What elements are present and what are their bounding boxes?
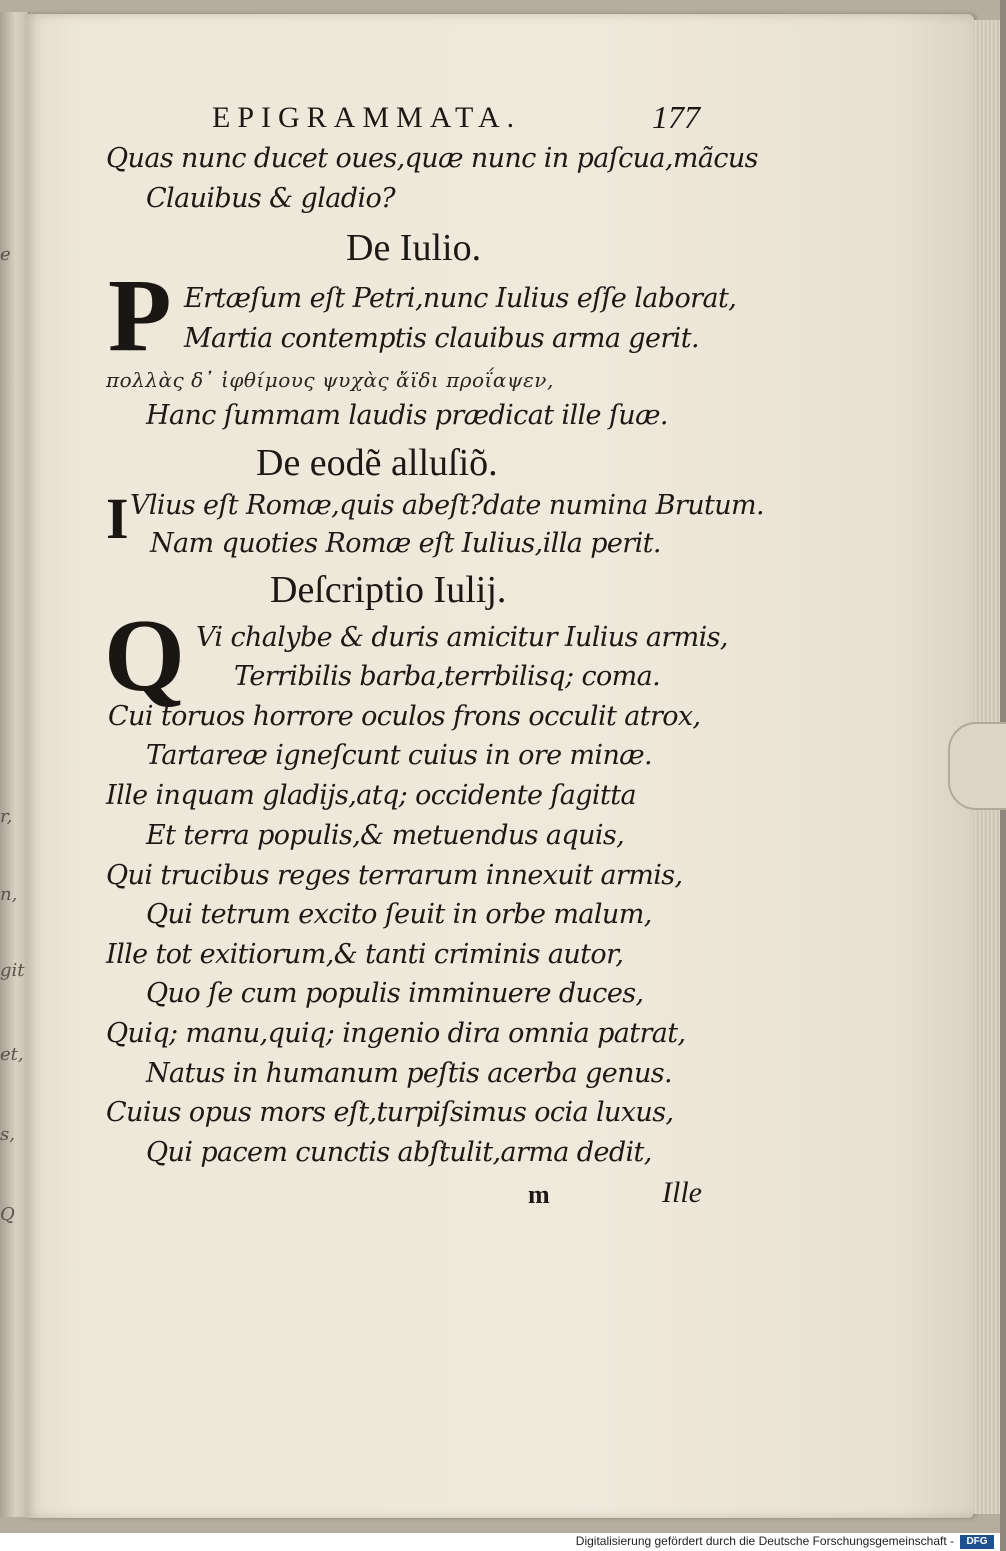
verse-line: Clauibus & gladio? bbox=[146, 183, 396, 214]
heading-de-iulio: De Iulio. bbox=[346, 227, 482, 269]
verse-line: Ille tot exitiorum,& tanti criminis autor, bbox=[106, 939, 624, 970]
verse-line: Qui tetrum excito ſeuit in orbe malum, bbox=[146, 899, 652, 930]
verse-line: Tartareæ igneſcunt cuius in ore minæ. bbox=[146, 740, 653, 771]
verse-line: Ertæſum eſt Petri,nunc Iulius eſſe laborat, bbox=[184, 283, 737, 314]
drop-cap: I bbox=[106, 486, 129, 551]
verse-line: Quo ſe cum populis imminuere duces, bbox=[146, 978, 644, 1009]
footer-credit: Digitalisierung gefördert durch die Deutsche Forschungsgemeinschaft - bbox=[575, 1534, 954, 1548]
signature-mark: m bbox=[528, 1180, 550, 1209]
margin-fragment: git bbox=[0, 960, 25, 981]
verse-line: Quiq; manu,quiq; ingenio dira omnia patrat, bbox=[106, 1018, 686, 1049]
verse-line: Hanc ſummam laudis prædicat ille ſuæ. bbox=[146, 400, 668, 431]
catchword: Ille bbox=[662, 1176, 702, 1209]
margin-fragment: et, bbox=[0, 1044, 24, 1065]
greek-verse-line: πολλὰς δ᾽ ἰφθίμους ψυχὰς ἄϊδι προΐαψεν, bbox=[106, 368, 554, 392]
verse-line: Vi chalybe & duris amicitur Iulius armis, bbox=[196, 622, 728, 653]
heading-descriptio: Deſcriptio Iulij. bbox=[270, 569, 507, 611]
running-head: EPIGRAMMATA. bbox=[212, 101, 522, 134]
dfg-logo: DFG bbox=[960, 1535, 994, 1549]
verse-line: Natus in humanum peſtis acerba genus. bbox=[146, 1058, 672, 1089]
verse-line: Cui toruos horrore oculos frons occulit atrox, bbox=[108, 701, 701, 732]
verse-line: Et terra populis,& metuendus aquis, bbox=[146, 820, 625, 851]
verse-line: Vlius eſt Romæ,quis abeſt?date numina Brutum. bbox=[130, 490, 765, 521]
margin-fragment: Q bbox=[0, 1204, 15, 1225]
verse-line: Cuius opus mors eſt,turpiſsimus ocia luxus, bbox=[106, 1097, 674, 1128]
margin-fragment: r, bbox=[0, 806, 13, 827]
margin-fragment: e bbox=[0, 244, 11, 265]
drop-cap: P bbox=[108, 258, 172, 373]
margin-fragment: n, bbox=[0, 884, 18, 905]
digitization-footer bbox=[0, 1533, 1000, 1551]
verse-line: Quas nunc ducet oues,quæ nunc in paſcua,mãcus bbox=[106, 143, 758, 174]
verse-line: Martia contemptis clauibus arma gerit. bbox=[184, 323, 699, 354]
verse-line: Nam quoties Romæ eſt Iulius,illa perit. bbox=[150, 528, 661, 559]
verse-line: Terribilis barba,terrbilisq; coma. bbox=[234, 661, 661, 692]
page-number: 177 bbox=[652, 99, 700, 135]
verse-line: Ille inquam gladijs,atq; occidente ſagitta bbox=[106, 780, 636, 811]
verse-line: Qui trucibus reges terrarum innexuit armis, bbox=[106, 860, 683, 891]
drop-cap: Q bbox=[104, 598, 185, 713]
margin-fragment: s, bbox=[0, 1124, 15, 1145]
heading-de-eodem: De eodẽ alluſiõ. bbox=[256, 442, 498, 484]
verse-line: Qui pacem cunctis abſtulit,arma dedit, bbox=[146, 1137, 652, 1168]
